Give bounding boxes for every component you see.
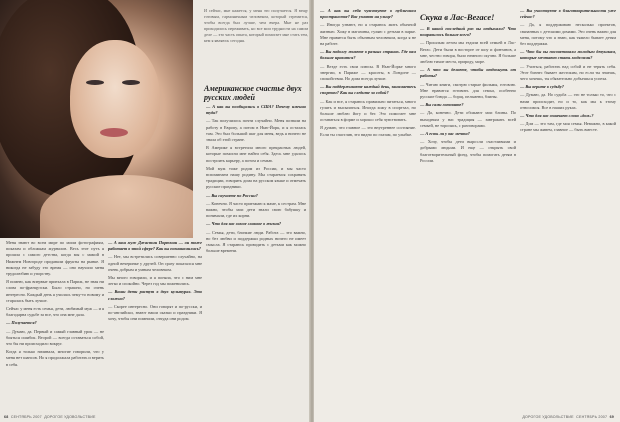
paragraph: — Думаю, да. Первый и самый главный урок — не бояться ошибок. Второй — всегда оставаться собой, что бы ни происходило вокруг.	[6, 328, 104, 347]
left-footer	[4, 415, 96, 419]
left-column-3	[206, 104, 306, 410]
paragraph: — Вы верите в судьбу?	[520, 84, 564, 90]
paragraph: — Что бы вы посоветовали молодым девушкам, которые мечтают стать моделями?	[520, 49, 616, 61]
right-footer	[522, 415, 614, 419]
paragraph: — Хочу, чтобы дети выросли счастливыми и добрыми людьми. И еще — открыть свой благотворительный фонд, чтобы помогать детям в России.	[420, 139, 516, 163]
paragraph: Я думаю, что главное — это внутреннее состояние. Если ты счастлив, это видно по глазам, по улыбке.	[320, 125, 416, 137]
paragraph: — Семья, дети, близкие люди. Работа — это важно, но без любви и поддержки родных ничего не имеет смысла. Я стараюсь проводить с детьми как можно больше времени.	[206, 229, 306, 254]
paragraph: — Вы скучаете по России?	[206, 192, 258, 198]
paragraph: — А ваш муж Джастин Портман — он тоже работает в этой сфере? Как вы познакомились?	[108, 240, 202, 252]
portrait-photo	[0, 0, 193, 238]
paragraph: Я помню, как впервые приехала в Париж, не зная ни слова по-французски. Было страшно, но очень интересно. Каждый день я училась чему-то новому и старалась быть лучше.	[6, 279, 104, 303]
footer-magazine: ДОРОГОЕ УДОВОЛЬСТВИЕ	[522, 415, 574, 419]
paragraph: — Нет, мы встретились совершенно случайно, на одной вечеринке у друзей. Он сразу показался мне очень добрым и умным человеком.	[108, 254, 202, 272]
paragraph: — В какой последний раз вы отдыхали? Что понравилось больше всего?	[420, 26, 516, 38]
paragraph: — А есть ли у вас мечта?	[420, 131, 470, 137]
paragraph: — Так получилось почти случайно. Меня позвали на работу в Европу, а потом в Нью-Йорк, и я осталась там. Это был большой шаг для меня, ведь я ничего не знала об этой стране.	[206, 118, 306, 143]
footer-magazine: ДОРОГОЕ УДОВОЛЬСТВИЕ	[44, 415, 96, 419]
paragraph: Сейчас у меня есть семья, дети, любимый муж — и я благодарна судьбе за все, что она мне дала.	[6, 306, 104, 318]
paragraph: — Да, конечно. Дети обожают мои блины. По выходным у нас традиция — завтракать всей семьей, не торопясь, с разговорами.	[420, 110, 516, 128]
paragraph: — Дом — это там, где моя семья. Неважно, в какой стране мы живем, главное — быть вместе.	[520, 121, 616, 133]
paragraph: Когда я только начинала, многие говорили, что у меня нет шансов. Но я продолжала работать и верить в себя.	[6, 349, 104, 367]
footer-month: СЕНТЯБРЬ 2007	[576, 415, 608, 419]
paragraph: — Иногда узнают, но я стараюсь жить обычной жизнью. Хожу в магазины, гуляю с детьми в парке. Мне нравится быть обычным человеком, когда я не на работе.	[320, 22, 416, 47]
paragraph: — Что для вас означает слово «дом»?	[520, 113, 594, 119]
intro-text: И сейчас, мне кажется, у меня это получается. Я вещу готовым, гармоничным человеком, который стремится, чтобы всегда был лучше, чем вчера. Мне не раз приходилось переживать, но все мои трудности на самом деле — это часть опыта, который помогает мне стать тем, кем я являюсь сегодня.	[204, 8, 308, 44]
paragraph: — Прошлым летом мы ездили всей семьей в Лас-Вегас. Дети были в восторге от шоу и фонтанов, а мне, честно говоря, было немного скучно. Я больше люблю тихие места, природу, море.	[420, 40, 516, 65]
paragraph: — Вы подолгу живете в разных странах. Где вам больше нравится?	[320, 49, 416, 61]
section-heading: Американское счастье двух русских людей	[204, 84, 302, 102]
paragraph: — Читаю книги, смотрю старые фильмы, готовлю. Мне нравится готовить для семьи, особенно русские блюда — борщ, пельмени, блины.	[420, 81, 516, 100]
right-column-2	[420, 8, 516, 408]
paragraph: — Думаю, да. Но судьба — это не только то, что с нами происходит, но и то, как мы к этому относимся. Все в наших руках.	[520, 92, 616, 110]
paragraph: — Да, я поддерживаю несколько проектов, связанных с детскими домами. Это очень важно для меня, потому что я знаю, как тяжело бывает детям без поддержки.	[520, 22, 616, 47]
subheading: Скука в Лас-Вегасе!	[420, 12, 495, 22]
paragraph: — Скорее интересно. Они говорят и по-русски, и по-английски, знают наши сказки и праздники. Я хочу, чтобы они помнили, откуда они родом.	[108, 303, 202, 322]
page-number: 69	[609, 415, 614, 419]
paragraph: — А как вы пообщались в США? Почему именно туда?	[206, 104, 306, 116]
paragraph: Мой муж тоже родом из России, и мы часто вспоминаем нашу родину. Мы стараемся сохранять традиции, говорить дома на русском языке и отмечать русские праздники.	[206, 165, 306, 190]
paragraph: — Ваши дети растут в двух культурах. Это сложно?	[108, 289, 202, 301]
paragraph: — Конечно. Я часто приезжаю к маме, к сестрам. Мне важно, чтобы мои дети знали свою бабушку и понимали, где их корни.	[206, 200, 306, 219]
paragraph: — Учиться, работать над собой и не терять себя. Этот бизнес бывает жестоким, но если ты знаешь, чего хочешь, ты обязательно добьешься успеха.	[520, 63, 616, 82]
paragraph: — Что для вас самое главное в жизни?	[206, 221, 282, 227]
question: — Получается?	[6, 320, 37, 326]
paragraph: Меня знают во всем мире по моим фотографиям, показам и обложкам журналов. Весь этот путь я прошла с самого детства, когда мы с мамой в Нижнем Новгороде продавали фрукты на рынке. Я никогда не забуду это время — оно научило меня трудолюбию и упорству.	[6, 240, 104, 277]
paragraph: — А что вы делаете, чтобы отдохнуть от работы?	[420, 67, 516, 79]
right-column-1	[320, 8, 416, 408]
page-number: 68	[4, 415, 9, 419]
paragraph: — Вы участвуете в благотворительности уже сейчас?	[520, 8, 616, 20]
right-column-3	[520, 8, 616, 408]
right-page	[314, 0, 620, 422]
paragraph: — Вы поддерживаете каждый день, занимаетесь спортом? Как вы следите за собой?	[320, 84, 416, 96]
footer-month: СЕНТЯБРЬ 2007	[10, 415, 42, 419]
paragraph: — А как вы себя чувствуете в публичном пространстве? Вас узнают на улице?	[320, 8, 416, 20]
paragraph: — Вы сами готовите?	[420, 102, 464, 108]
paragraph: В Америке я встретила много прекрасных людей, которые помогли мне найти себя. Здесь мне удалось построить карьеру, а потом и семью.	[206, 145, 306, 163]
paragraph: — Как и все, я стараюсь правильно питаться, много гулять и высыпаться. Иногда хожу в спортзал, но больше люблю йогу и бег. Это помогает мне оставаться в форме и хорошо себя чувствовать.	[320, 98, 416, 123]
paragraph: — Везде есть свои плюсы. В Нью-Йорке много энергии, в Париже — красоты, в Лондоне — спокойствия. Но дома всегда лучше.	[320, 63, 416, 82]
left-column-2	[108, 240, 202, 408]
paragraph: Мы много говорили, и я поняла, что с ним мне легко и спокойно. Через год мы поженились.	[108, 275, 202, 287]
left-column-1	[6, 240, 104, 408]
